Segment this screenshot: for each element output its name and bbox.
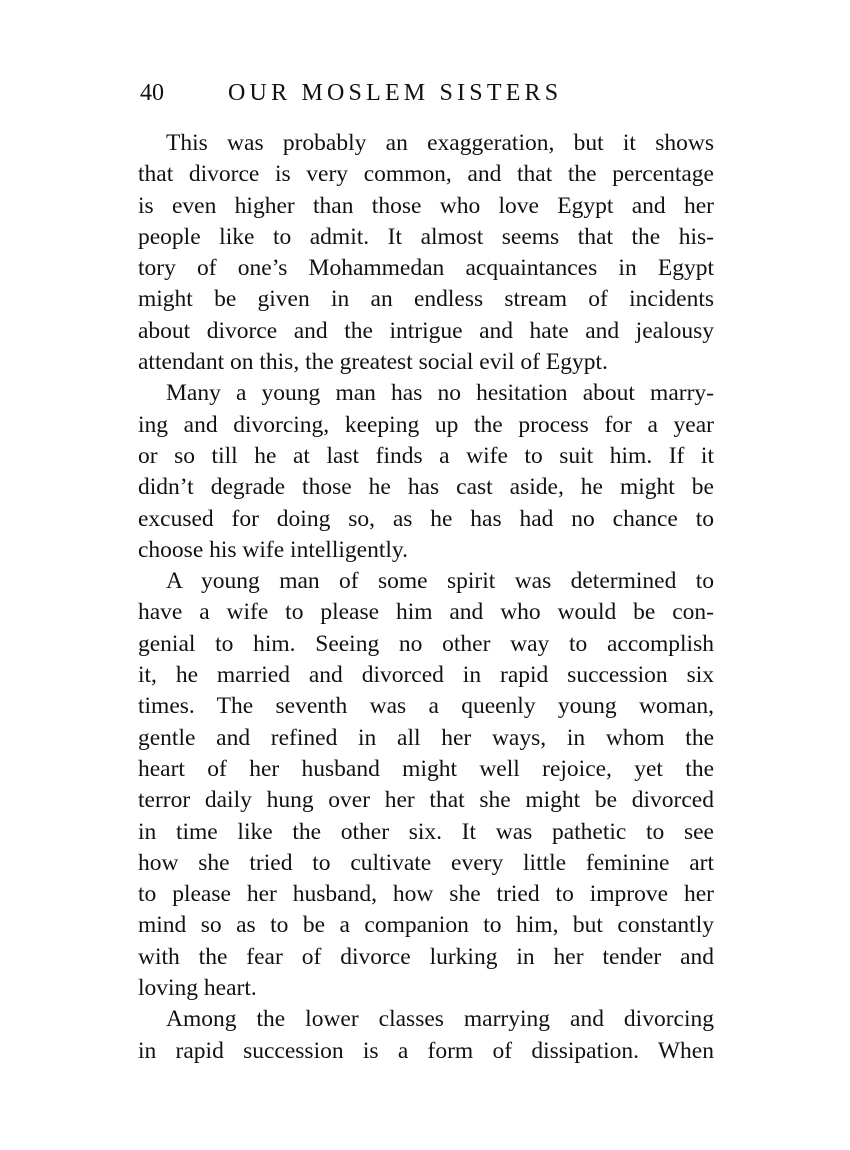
text-line: mind so as to be a companion to him, but constantly bbox=[138, 912, 714, 939]
text-line: genial to him. Seeing no other way to accomplish bbox=[138, 630, 714, 657]
text-line: tory of one’s Mohammedan acquaintances in Egypt bbox=[138, 255, 714, 282]
text-line: Many a young man has no hesitation about marry- bbox=[166, 380, 714, 407]
text-line: have a wife to please him and who would be con- bbox=[138, 599, 714, 626]
text-line: terror daily hung over her that she might be divorced bbox=[138, 787, 714, 814]
text-line: how she tried to cultivate every little feminine art bbox=[138, 849, 714, 876]
text-line: times. The seventh was a queenly young woman, bbox=[138, 693, 714, 720]
text-line: gentle and refined in all her ways, in whom the bbox=[138, 724, 714, 751]
text-line: A young man of some spirit was determined to bbox=[166, 568, 714, 595]
text-line: excused for doing so, as he has had no chance to bbox=[138, 505, 714, 532]
text-line: in time like the other six. It was pathetic to see bbox=[138, 818, 714, 845]
text-line: choose his wife intelligently. bbox=[138, 536, 408, 563]
page-number: 40 bbox=[140, 80, 164, 106]
text-line: attendant on this, the greatest social evil of Egypt. bbox=[138, 349, 608, 376]
text-line: in rapid succession is a form of dissipation. When bbox=[138, 1037, 714, 1064]
text-line: Among the lower classes marrying and divorcing bbox=[166, 1006, 714, 1033]
running-title: OUR MOSLEM SISTERS bbox=[228, 80, 563, 106]
text-line: didn’t degrade those he has cast aside, he might be bbox=[138, 474, 714, 501]
text-line: heart of her husband might well rejoice, yet the bbox=[138, 755, 714, 782]
paragraph bbox=[138, 1004, 714, 1067]
text-line: it, he married and divorced in rapid succession six bbox=[138, 662, 714, 689]
text-line: that divorce is very common, and that the percentage bbox=[138, 161, 714, 188]
text-line: about divorce and the intrigue and hate and jealousy bbox=[138, 317, 714, 344]
running-head bbox=[140, 75, 720, 111]
text-line: or so till he at last finds a wife to suit him. If it bbox=[138, 442, 714, 469]
paragraph bbox=[138, 566, 714, 1004]
text-line: loving heart. bbox=[138, 975, 257, 1002]
text-line: This was probably an exaggeration, but it shows bbox=[166, 130, 714, 156]
body-text bbox=[138, 128, 714, 1067]
paragraph bbox=[138, 128, 714, 378]
text-line: to please her husband, how she tried to improve her bbox=[138, 881, 714, 908]
text-line: is even higher than those who love Egypt and her bbox=[138, 192, 714, 219]
paragraph bbox=[138, 378, 714, 566]
text-line: might be given in an endless stream of incidents bbox=[138, 286, 714, 313]
text-line: ing and divorcing, keeping up the process for a year bbox=[138, 411, 714, 438]
text-line: with the fear of divorce lurking in her tender and bbox=[138, 943, 714, 970]
text-line: people like to admit. It almost seems that the his- bbox=[138, 223, 714, 250]
